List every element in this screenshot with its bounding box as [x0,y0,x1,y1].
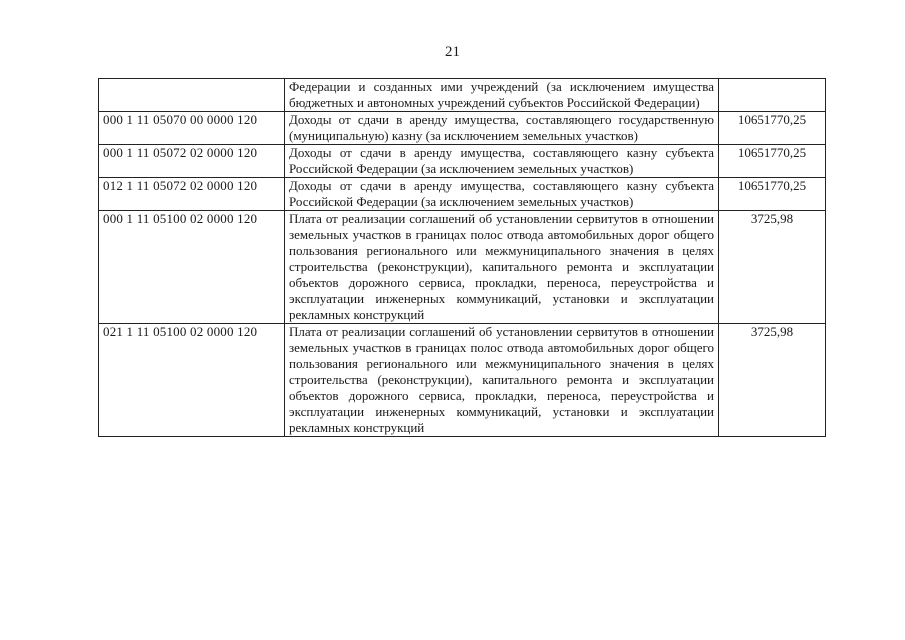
table-row [99,79,826,112]
table-row [99,145,826,178]
revenue-description-cell: Плата от реализации соглашений об установлении сервитутов в отношении земельных участков в границах полос отвода автомобильных дорог общего пользования регионального или межмуниципального значения в целях строительства (реконструкции), капитального ремонта и эксплуатации объектов дорожного сервиса, прокладки, переноса, переустройства и эксплуатации инженерных коммуникаций, установки и эксплуатации рекламных конструкций [285,211,719,324]
revenue-description-cell: Плата от реализации соглашений об установлении сервитутов в отношении земельных участков в границах полос отвода автомобильных дорог общего пользования регионального или межмуниципального значения в целях строительства (реконструкции), капитального ремонта и эксплуатации объектов дорожного сервиса, прокладки, переноса, переустройства и эксплуатации инженерных коммуникаций, установки и эксплуатации рекламных конструкций [285,324,719,437]
page-number: 21 [445,44,460,60]
revenue-amount-cell: 10651770,25 [719,178,826,211]
revenue-description-cell: Доходы от сдачи в аренду имущества, составляющего государственную (муниципальную) казну (за исключением земельных участков) [285,112,719,145]
revenue-description-cell: Доходы от сдачи в аренду имущества, составляющего казну субъекта Российской Федерации (за исключением земельных участков) [285,178,719,211]
revenue-description-cell: Доходы от сдачи в аренду имущества, составляющего казну субъекта Российской Федерации (за исключением земельных участков) [285,145,719,178]
revenue-code-cell: 021 1 11 05100 02 0000 120 [99,324,285,437]
revenue-code-cell: 000 1 11 05100 02 0000 120 [99,211,285,324]
revenue-code-cell: 000 1 11 05070 00 0000 120 [99,112,285,145]
revenue-amount-cell: 10651770,25 [719,145,826,178]
revenue-description-cell: Федерации и созданных ими учреждений (за исключением имущества бюджетных и автономных учреждений субъектов Российской Федерации) [285,79,719,112]
revenue-code-cell: 012 1 11 05072 02 0000 120 [99,178,285,211]
table-row [99,178,826,211]
table-row [99,324,826,437]
revenue-amount-cell: 10651770,25 [719,112,826,145]
revenue-amount-cell: 3725,98 [719,211,826,324]
revenue-amount-cell: 3725,98 [719,324,826,437]
table-row [99,112,826,145]
revenue-amount-cell [719,79,826,112]
revenue-code-cell [99,79,285,112]
table-row [99,211,826,324]
revenue-code-cell: 000 1 11 05072 02 0000 120 [99,145,285,178]
budget-revenue-table [98,78,826,437]
